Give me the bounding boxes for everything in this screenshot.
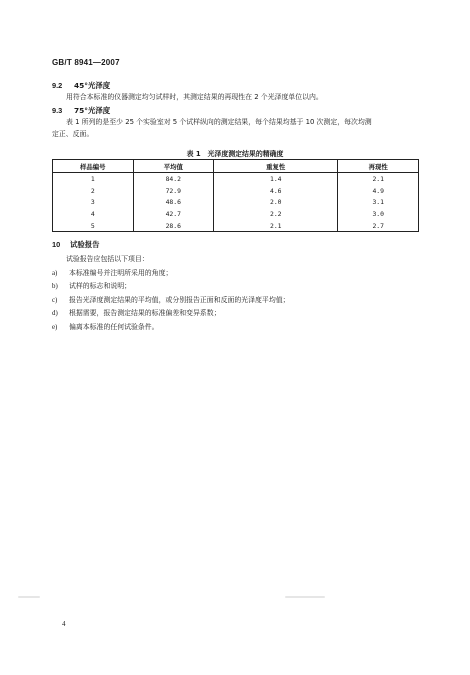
- table-cell: 1.4: [214, 173, 338, 185]
- section-10-number: 10: [52, 240, 61, 249]
- column-header: 再现性: [338, 160, 419, 173]
- table-cell: 3.1: [338, 196, 419, 208]
- list-item-marker: b): [52, 283, 58, 291]
- section-10-heading: [52, 239, 100, 250]
- table-cell: 3: [53, 196, 134, 208]
- list-item: [52, 307, 290, 320]
- table-cell: 4.6: [214, 185, 338, 197]
- list-item: [52, 267, 290, 280]
- section-9-3-heading: [52, 105, 110, 116]
- list-item-marker: e): [52, 323, 58, 331]
- list-item-marker: c): [52, 296, 58, 304]
- column-header: 样品编号: [53, 160, 134, 173]
- table-row: [53, 208, 419, 220]
- table-cell: 2.0: [214, 196, 338, 208]
- section-10-intro: 试验报告应包括以下项目：: [66, 255, 149, 263]
- table-cell: 4: [53, 208, 134, 220]
- table-cell: 84.2: [133, 173, 214, 185]
- section-9-3-title: 75°光泽度: [74, 106, 111, 115]
- table-cell: 2.1: [338, 173, 419, 185]
- table-cell: 48.6: [133, 196, 214, 208]
- table-cell: 2.7: [338, 219, 419, 231]
- scan-artifact: [18, 596, 40, 598]
- table-row: [53, 219, 419, 231]
- table-row: [53, 185, 419, 197]
- table-cell: 4.9: [338, 185, 419, 197]
- column-header: 重复性: [214, 160, 338, 173]
- list-item: [52, 280, 290, 293]
- table-cell: 2.1: [214, 219, 338, 231]
- table-row: [53, 173, 419, 185]
- table-row: [53, 196, 419, 208]
- table-cell: 2.2: [214, 208, 338, 220]
- report-items-list: [52, 267, 290, 334]
- standard-code-header: GB/T 8941—2007: [52, 58, 120, 67]
- list-item: [52, 321, 290, 334]
- section-9-2-number: 9.2: [52, 81, 63, 90]
- list-item-text: 根据需要，报告测定结果的标准偏差和变异系数；: [69, 309, 221, 318]
- scan-artifact: [285, 596, 325, 598]
- list-item-marker: a): [52, 270, 58, 277]
- table-cell: 28.6: [133, 219, 214, 231]
- section-9-3-body-line2: 定正、反面。: [52, 130, 94, 138]
- section-10-title: 试验报告: [70, 240, 100, 249]
- table-cell: 42.7: [133, 208, 214, 220]
- section-9-2-body: 用符合本标准的仪器测定均匀试样时，其测定结果的再现性在 2 个光泽度单位以内。: [66, 93, 323, 101]
- table-cell: 5: [53, 219, 134, 231]
- table-1-caption: 表 1 光泽度测定结果的精确度: [186, 150, 284, 158]
- section-9-3-body-line1: 表 1 所列的是至少 25 个实验室对 5 个试样纵向的测定结果，每个结果均基于 10 次测定，每次均测: [66, 118, 372, 126]
- list-item: [52, 294, 290, 307]
- section-9-3-number: 9.3: [52, 106, 63, 115]
- section-9-2-heading: [52, 80, 110, 91]
- list-item-marker: d): [52, 310, 58, 318]
- table-header-row: [53, 160, 419, 173]
- list-item-text: 本标准编号并注明所采用的角度；: [69, 269, 173, 277]
- table-cell: 72.9: [133, 185, 214, 197]
- list-item-text: 试样的标志和说明；: [69, 282, 132, 291]
- page-number: 4: [62, 620, 66, 628]
- list-item-text: 偏离本标准的任何试验条件。: [69, 322, 159, 331]
- precision-table: [52, 159, 419, 232]
- table-cell: 2: [53, 185, 134, 197]
- section-9-2-title: 45°光泽度: [74, 81, 111, 90]
- column-header: 平均值: [133, 160, 214, 173]
- list-item-text: 报告光泽度测定结果的平均值，或分别报告正面和反面的光泽度平均值；: [69, 295, 290, 304]
- table-cell: 1: [53, 173, 134, 185]
- table-cell: 3.0: [338, 208, 419, 220]
